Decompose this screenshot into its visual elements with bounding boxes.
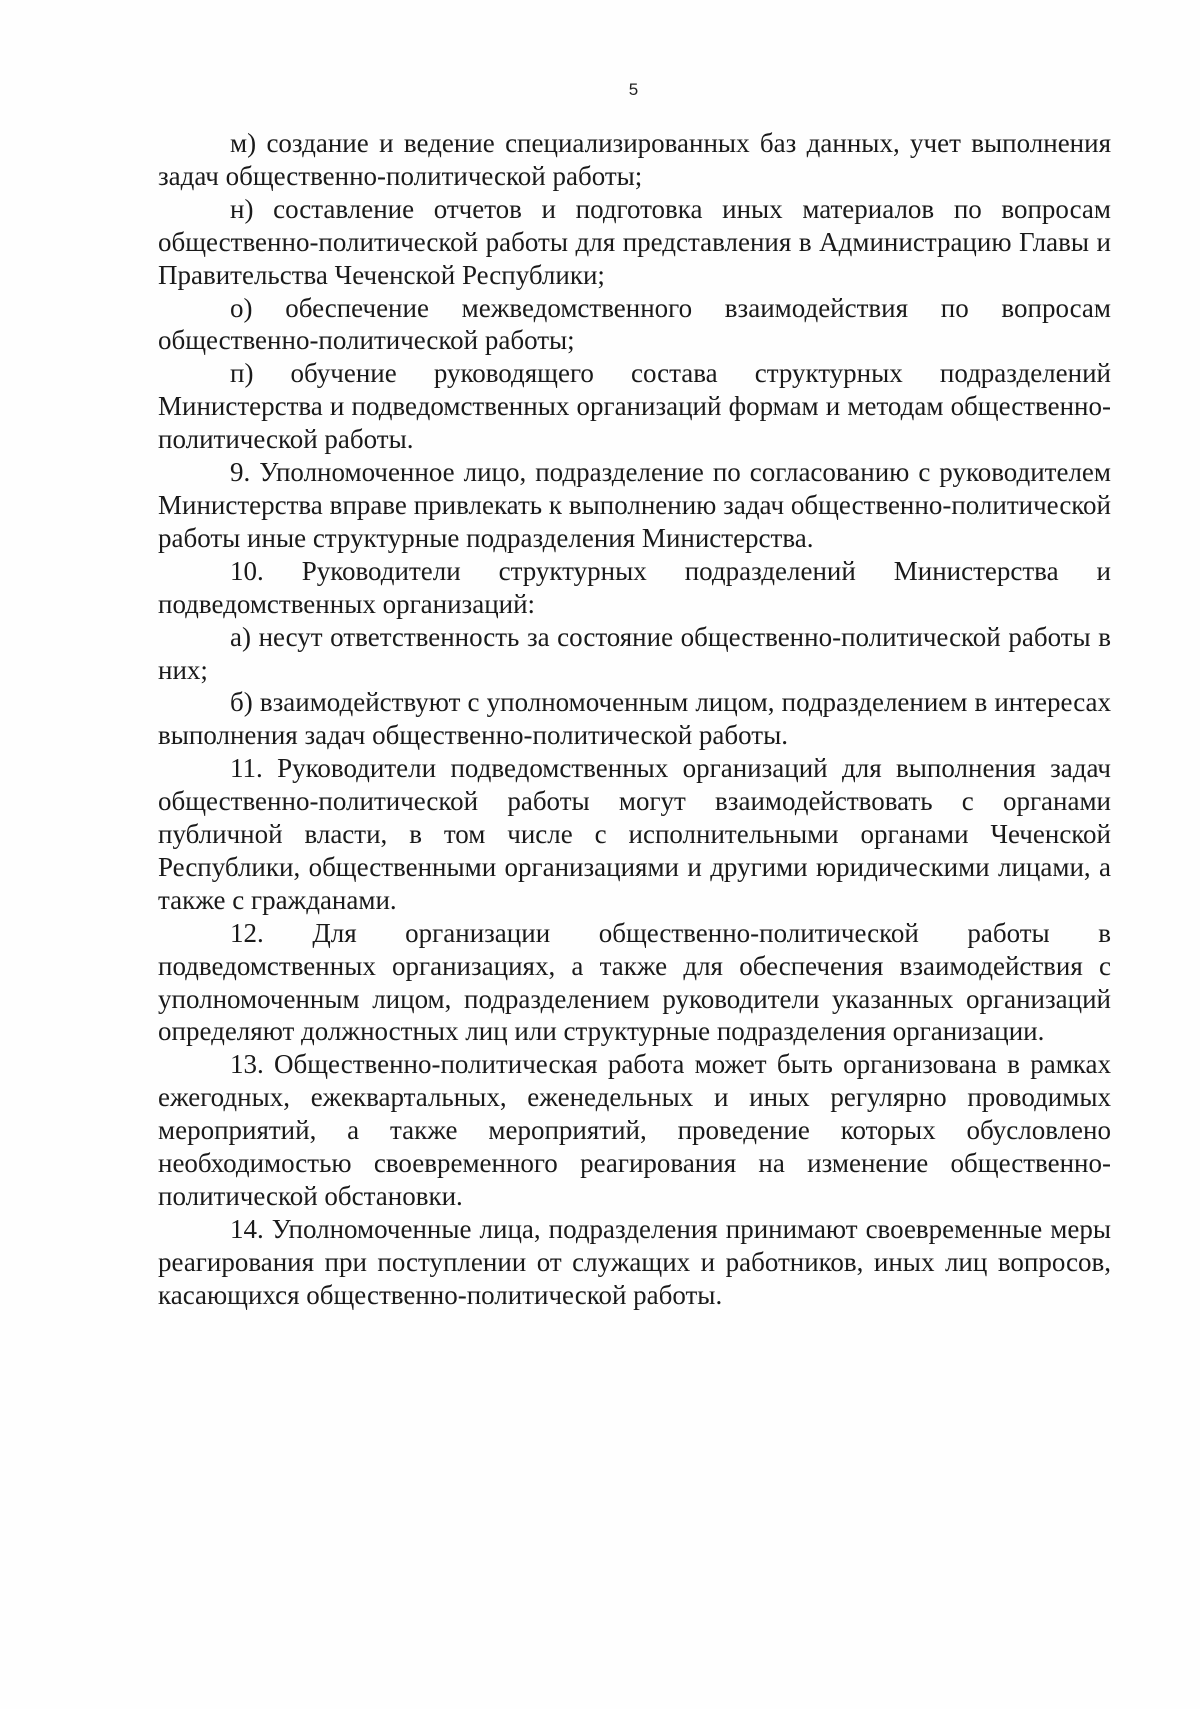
- paragraph-clause-14: 14. Уполномоченные лица, подразделения принимают своевременные меры реагирования при поступлении от служащих и работников, иных лиц вопросов, касающихся общественно-политической работы.: [158, 1213, 1111, 1310]
- paragraph-clause-12: 12. Для организации общественно-политической работы в подведомственных организациях, а также для обеспечения взаимодействия с уполномоченным лицом, подразделением руководители указанных организаций определяют должностных лиц или структурные подразделения организации.: [158, 917, 1111, 1047]
- paragraph-item-n: н) составление отчетов и подготовка иных материалов по вопросам общественно-политической работы для представления в Администрацию Главы и Правительства Чеченской Республики;: [158, 193, 1111, 290]
- page-number: 5: [628, 80, 639, 99]
- paragraph-clause-10: 10. Руководители структурных подразделений Министерства и подведомственных организаций:: [158, 555, 1111, 619]
- paragraph-clause-11: 11. Руководители подведомственных организаций для выполнения задач общественно-политической работы могут взаимодействовать с органами публичной власти, в том числе с исполнительными органами Чеченской Республики, общественными организациями и другими юридическими лицами, а также с гражданами.: [158, 753, 1111, 915]
- paragraph-item-b: б) взаимодействуют с уполномоченным лицом, подразделением в интересах выполнения задач общественно-политической работы.: [158, 687, 1111, 751]
- paragraph-item-p: п) обучение руководящего состава структурных подразделений Министерства и подведомственных организаций формам и методам общественно-политической работы.: [158, 358, 1111, 455]
- paragraph-clause-9: 9. Уполномоченное лицо, подразделение по согласованию с руководителем Министерства вправе привлекать к выполнению задач общественно-политической работы иные структурные подразделения Министерства.: [158, 457, 1111, 553]
- document-body: [158, 127, 1111, 1312]
- paragraph-item-o: о) обеспечение межведомственного взаимодействия по вопросам общественно-политической работы;: [158, 292, 1111, 356]
- paragraph-item-a: а) несут ответственность за состояние общественно-политической работы в них;: [158, 621, 1111, 685]
- paragraph-clause-13: 13. Общественно-политическая работа может быть организована в рамках ежегодных, ежеквартальных, еженедельных и иных регулярно проводимых мероприятий, а также мероприятий, проведение которых обусловлено необходимостью своевременного реагирования на изменение общественно-политической обстановки.: [158, 1049, 1111, 1211]
- paragraph-item-m: м) создание и ведение специализированных баз данных, учет выполнения задач общественно-политической работы;: [158, 128, 1111, 191]
